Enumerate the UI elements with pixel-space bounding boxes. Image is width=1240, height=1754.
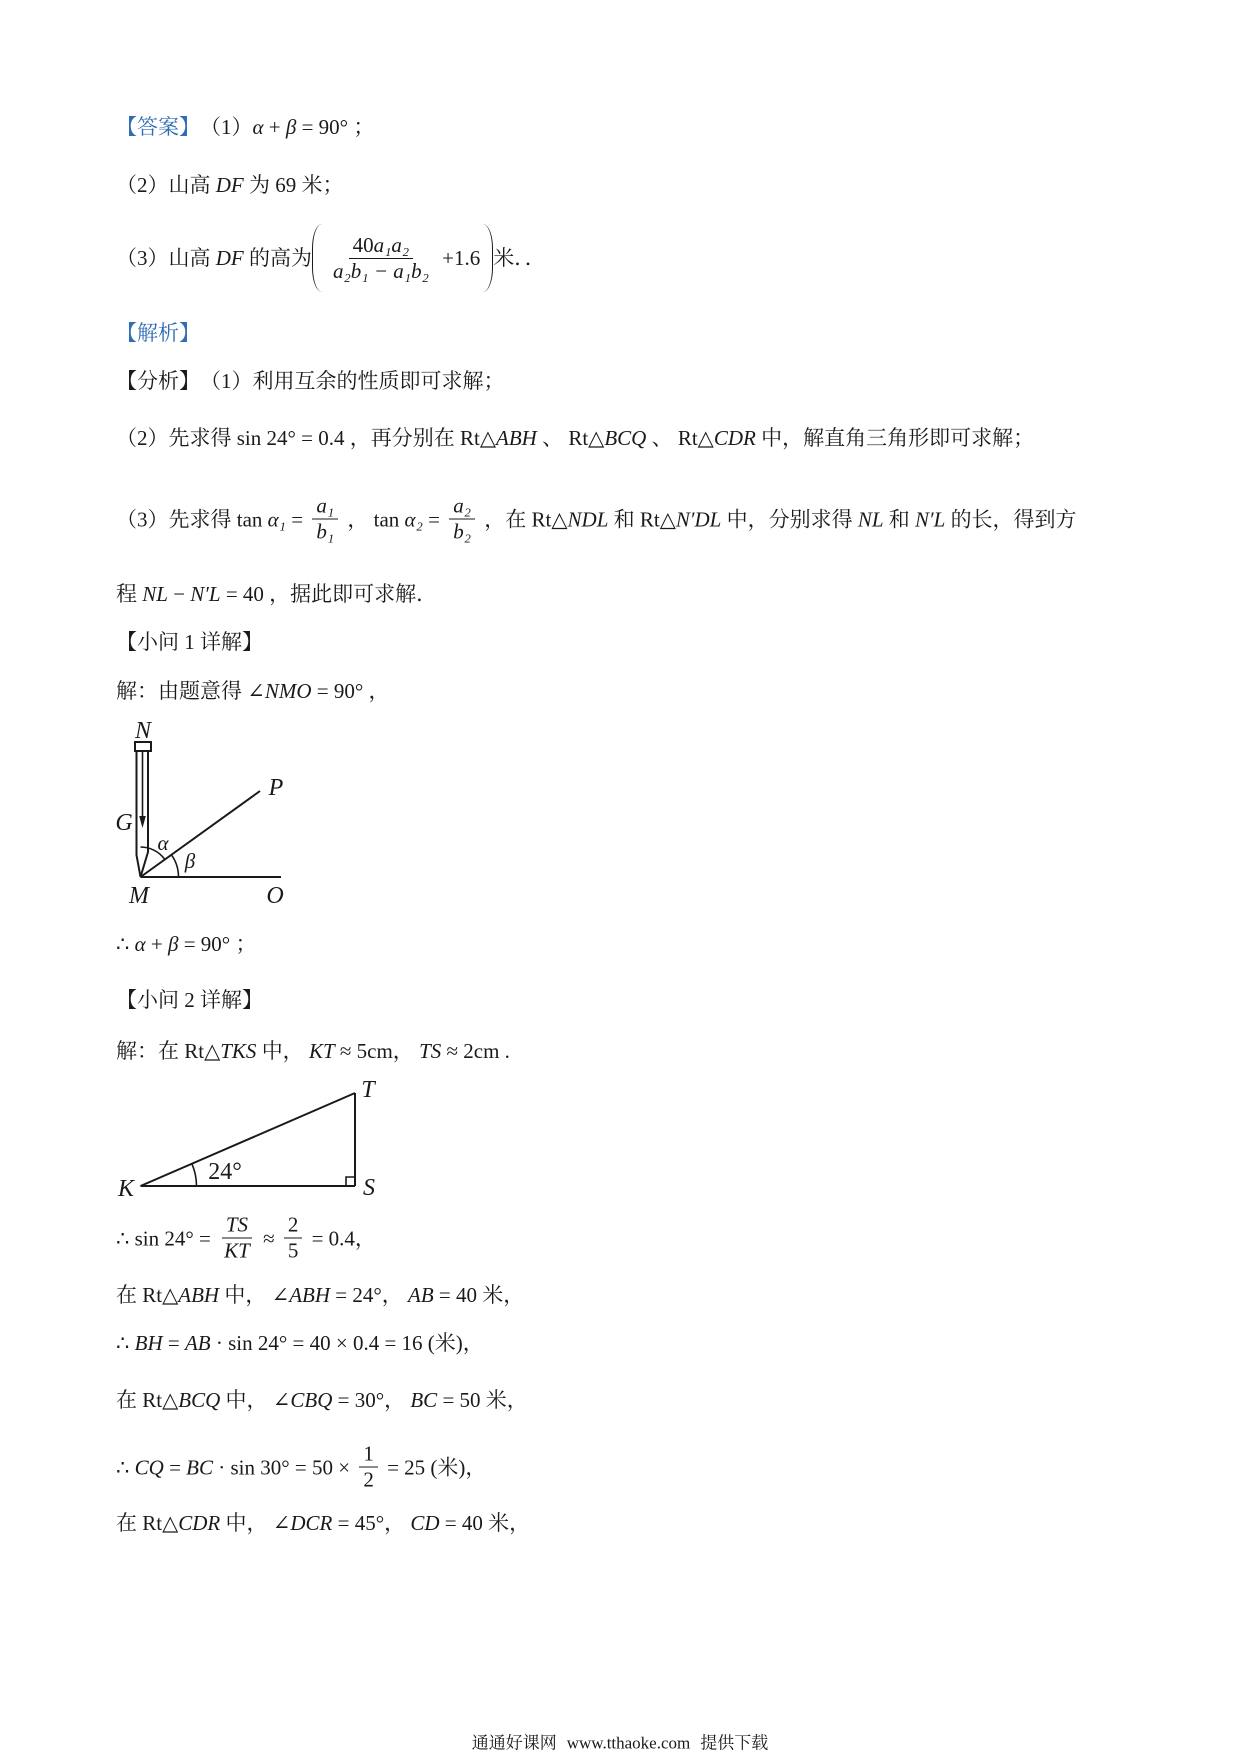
- analysis-line-4: [116, 581, 437, 607]
- bh-line: [116, 1330, 484, 1356]
- rt-triangle-symbol: Rt△: [184, 1039, 221, 1063]
- math-value: = 90°: [178, 932, 231, 956]
- page-footer: [0, 1734, 1240, 1753]
- text-run: 山高: [168, 173, 216, 197]
- therefore-symbol: ∴: [116, 1226, 135, 1250]
- text-run: 中，: [220, 1511, 273, 1535]
- math-value: = 40: [220, 582, 264, 606]
- side-kt: [141, 1093, 356, 1186]
- label-alpha: α: [157, 831, 169, 855]
- math-var: b₂: [453, 519, 472, 544]
- angle-name: NMO: [264, 679, 312, 703]
- math-term: +1.6: [436, 246, 481, 270]
- fraction-a2-b2: [449, 494, 475, 545]
- text-run: （3）先求得: [116, 507, 237, 531]
- label-beta: β: [184, 849, 196, 873]
- text-run: 和: [608, 507, 640, 531]
- answer-tag: 【答案】: [116, 115, 200, 139]
- text-run: 的高为: [243, 246, 312, 270]
- math-var: NL: [142, 582, 168, 606]
- sub-question-1-intro: [116, 678, 390, 704]
- text-run: 为 69 米；: [243, 173, 344, 197]
- label-p: P: [268, 775, 284, 801]
- fraction-numerator: [449, 494, 475, 520]
- math-var: DF: [215, 246, 244, 270]
- height-fraction: [329, 233, 433, 284]
- text-run: 中，分别求得: [721, 507, 858, 531]
- label-o: O: [266, 883, 284, 909]
- angle-symbol: ∠: [272, 1511, 291, 1535]
- figure-pen-angles: [100, 715, 300, 910]
- math-beta: β: [285, 115, 297, 139]
- rt-triangle-symbol: Rt△: [568, 426, 605, 450]
- cq-line: [116, 1442, 486, 1493]
- math-var: BC: [186, 1455, 213, 1479]
- item-number: （1）: [200, 115, 253, 139]
- text-run: 中，: [220, 1388, 273, 1412]
- math-var: N′L: [190, 582, 221, 606]
- text-run: ，据此即可求解．: [263, 582, 438, 606]
- bcq-line: [116, 1387, 528, 1413]
- sin-line: [116, 1213, 376, 1264]
- math-value: ≈ 2cm .: [441, 1039, 510, 1063]
- math-var: KT: [224, 1238, 250, 1263]
- analysis-line-1: [116, 368, 505, 394]
- rt-triangle-symbol: Rt△: [460, 426, 496, 450]
- math-var: TS: [225, 1212, 249, 1237]
- fraction-denominator: [449, 520, 475, 545]
- fraction-denominator: [329, 259, 433, 284]
- text-run: 中，解直角三角形即可求解；: [755, 426, 1035, 450]
- separator: 、: [646, 426, 678, 450]
- analysis-line-2: [116, 425, 1034, 451]
- cdr-line: [116, 1510, 530, 1536]
- math-number: 5: [287, 1238, 299, 1263]
- fraction-ts-kt: [220, 1213, 254, 1264]
- text-run: 在: [116, 1511, 143, 1535]
- math-alpha: α: [252, 115, 264, 139]
- math-var: BC: [410, 1388, 438, 1412]
- sub-question-2-heading: [116, 987, 263, 1013]
- fraction-numerator: [312, 494, 338, 520]
- answer-q1-line: [116, 114, 374, 140]
- math-var: a₁: [316, 493, 335, 518]
- triangle-name: CDR: [178, 1511, 221, 1535]
- angle-name: DCR: [290, 1511, 333, 1535]
- math-value: = 40 米，: [433, 1283, 525, 1307]
- punctuation: ；: [230, 932, 257, 956]
- footer-url: www.tthaoke.com: [566, 1733, 691, 1753]
- math-op: +: [145, 932, 168, 956]
- label-g: G: [115, 810, 133, 836]
- angle-symbol: ∠: [247, 679, 265, 703]
- angle-symbol: ∠: [271, 1283, 290, 1307]
- punctuation: ，: [342, 507, 374, 531]
- text-run: 山高: [168, 246, 216, 270]
- item-number: （3）: [116, 246, 169, 270]
- math-op: =: [285, 507, 309, 531]
- triangle-name: NDL: [567, 507, 609, 531]
- sub-question-tag: 【小问 2 详解】: [116, 988, 263, 1012]
- math-value: = 30°，: [332, 1388, 411, 1412]
- triangle-name: TKS: [220, 1039, 257, 1063]
- punctuation: ，: [363, 679, 390, 703]
- math-var: CD: [410, 1511, 440, 1535]
- math-op: =: [163, 1455, 187, 1479]
- label-t: T: [361, 1077, 375, 1103]
- answer-q2-line: [116, 172, 344, 198]
- arc-beta: [171, 855, 178, 877]
- answer-q3-line: [116, 224, 546, 292]
- math-var: N′L: [915, 507, 946, 531]
- rt-triangle-symbol: Rt△: [142, 1388, 179, 1412]
- math-var: α₁: [267, 507, 286, 531]
- fraction-denominator: [220, 1239, 254, 1264]
- rt-triangle-symbol: Rt△: [142, 1511, 179, 1535]
- angle-name: ABH: [289, 1283, 331, 1307]
- punctuation: ；: [348, 115, 375, 139]
- math-var: BH: [134, 1331, 163, 1355]
- text-run: （1）利用互余的性质即可求解；: [200, 369, 505, 393]
- angle-symbol: ∠: [272, 1388, 291, 1412]
- label-s: S: [363, 1175, 375, 1201]
- sub-question-1-conclusion: [116, 931, 256, 957]
- text-run: ，再分别在: [344, 426, 460, 450]
- math-func: tan: [236, 507, 268, 531]
- math-number: 2: [287, 1212, 299, 1237]
- item-number: （2）: [116, 173, 169, 197]
- label-m: M: [129, 883, 149, 909]
- math-coefficient: 40: [352, 232, 374, 257]
- text-run: 的长，得到方: [945, 507, 1077, 531]
- math-var: CQ: [134, 1455, 164, 1479]
- math-value: = 90°: [311, 679, 364, 703]
- math-op: +: [263, 115, 286, 139]
- rt-triangle-symbol: Rt△: [677, 426, 714, 450]
- text-run: （2）先求得: [116, 426, 237, 450]
- triangle-name: CDR: [713, 426, 756, 450]
- math-func: tan: [373, 507, 405, 531]
- analysis-tag: 【分析】: [116, 369, 200, 393]
- math-var: α₂: [404, 507, 423, 531]
- math-var: KT: [308, 1039, 335, 1063]
- fraction-denominator: [312, 520, 338, 545]
- math-var: DF: [215, 173, 244, 197]
- therefore-symbol: ∴: [116, 932, 135, 956]
- math-beta: β: [168, 932, 179, 956]
- math-var: a₁a₂: [373, 232, 410, 257]
- math-value: = 40 米，: [439, 1511, 531, 1535]
- math-op: =: [162, 1331, 185, 1355]
- fraction-numerator: [349, 233, 414, 259]
- math-number: 2: [363, 1467, 374, 1492]
- math-var: a₂: [453, 493, 472, 518]
- math-value: = 50 米，: [437, 1388, 528, 1412]
- math-value: = 0.4，: [306, 1226, 376, 1250]
- math-expression: · sin 30° = 50 ×: [213, 1455, 356, 1479]
- triangle-name: BCQ: [604, 426, 647, 450]
- math-var: b₁: [316, 519, 335, 544]
- text-run: 在: [116, 1283, 143, 1307]
- therefore-symbol: ∴: [116, 1455, 135, 1479]
- text-run: 解：在: [116, 1039, 185, 1063]
- triangle-name: N′DL: [675, 507, 722, 531]
- triangle-name: ABH: [178, 1283, 220, 1307]
- solution-tag: 【解析】: [116, 321, 200, 345]
- math-value: = 90°: [296, 115, 349, 139]
- math-expression: sin 24° =: [134, 1226, 217, 1250]
- sub-question-1-heading: [116, 629, 263, 655]
- text-run: 中，: [256, 1039, 309, 1063]
- label-angle-24: 24°: [208, 1159, 242, 1185]
- math-var: TS: [419, 1039, 442, 1063]
- fraction-1-2: [359, 1442, 378, 1493]
- math-op: ≈: [257, 1226, 280, 1250]
- math-number: 1: [363, 1441, 374, 1466]
- triangle-name: BCQ: [178, 1388, 221, 1412]
- math-var: NL: [857, 507, 884, 531]
- math-var: a₂b₁ − a₁b₂: [333, 258, 429, 283]
- fraction-2-5: [284, 1213, 303, 1264]
- text-run: 程: [116, 582, 143, 606]
- label-k: K: [117, 1176, 135, 1202]
- label-n: N: [134, 718, 152, 744]
- rt-triangle-symbol: Rt△: [639, 507, 676, 531]
- math-expression: sin 24° = 0.4: [236, 426, 345, 450]
- math-op: =: [422, 507, 446, 531]
- therefore-symbol: ∴: [116, 1331, 135, 1355]
- text-run: 解：由题意得: [116, 679, 248, 703]
- rt-triangle-symbol: Rt△: [142, 1283, 179, 1307]
- fraction-numerator: [359, 1442, 378, 1468]
- right-angle-mark: [346, 1177, 355, 1186]
- left-paren: [312, 224, 322, 292]
- math-value: = 24°，: [330, 1283, 409, 1307]
- fraction-numerator: [284, 1213, 303, 1239]
- math-value: ≈ 5cm，: [334, 1039, 420, 1063]
- footer-note: 提供下载: [700, 1733, 769, 1753]
- text-run: 中，: [219, 1283, 272, 1307]
- math-value: = 25 (米)，: [381, 1455, 487, 1479]
- abh-line: [116, 1282, 524, 1308]
- text-run: 和: [883, 507, 916, 531]
- fraction-denominator: [359, 1468, 378, 1493]
- arc-angle-k: [192, 1164, 197, 1186]
- sub-question-tag: 【小问 1 详解】: [116, 630, 263, 654]
- sub-question-2-intro: [116, 1038, 510, 1064]
- fraction-a1-b1: [312, 494, 338, 545]
- text-run: 米．．: [493, 246, 546, 270]
- down-arrow-icon: [139, 816, 146, 828]
- math-op: −: [167, 582, 191, 606]
- text-run: 在: [116, 1388, 143, 1412]
- angle-name: CBQ: [290, 1388, 333, 1412]
- solution-heading: [116, 320, 200, 346]
- fraction-denominator: [284, 1239, 303, 1264]
- triangle-name: ABH: [496, 426, 537, 450]
- math-expression: · sin 24° = 40 × 0.4 = 16 (米)，: [210, 1331, 484, 1355]
- math-alpha: α: [134, 932, 146, 956]
- figure-right-triangle: [100, 1070, 400, 1210]
- separator: 、: [536, 426, 569, 450]
- fraction-numerator: [222, 1213, 252, 1239]
- math-value: = 45°，: [332, 1511, 411, 1535]
- analysis-line-3: [116, 494, 1077, 545]
- right-paren: [483, 224, 493, 292]
- footer-site-name: 通通好课网: [471, 1733, 557, 1753]
- math-var: AB: [408, 1283, 434, 1307]
- text-run: ，在: [479, 507, 532, 531]
- math-var: AB: [184, 1331, 211, 1355]
- rt-triangle-symbol: Rt△: [531, 507, 568, 531]
